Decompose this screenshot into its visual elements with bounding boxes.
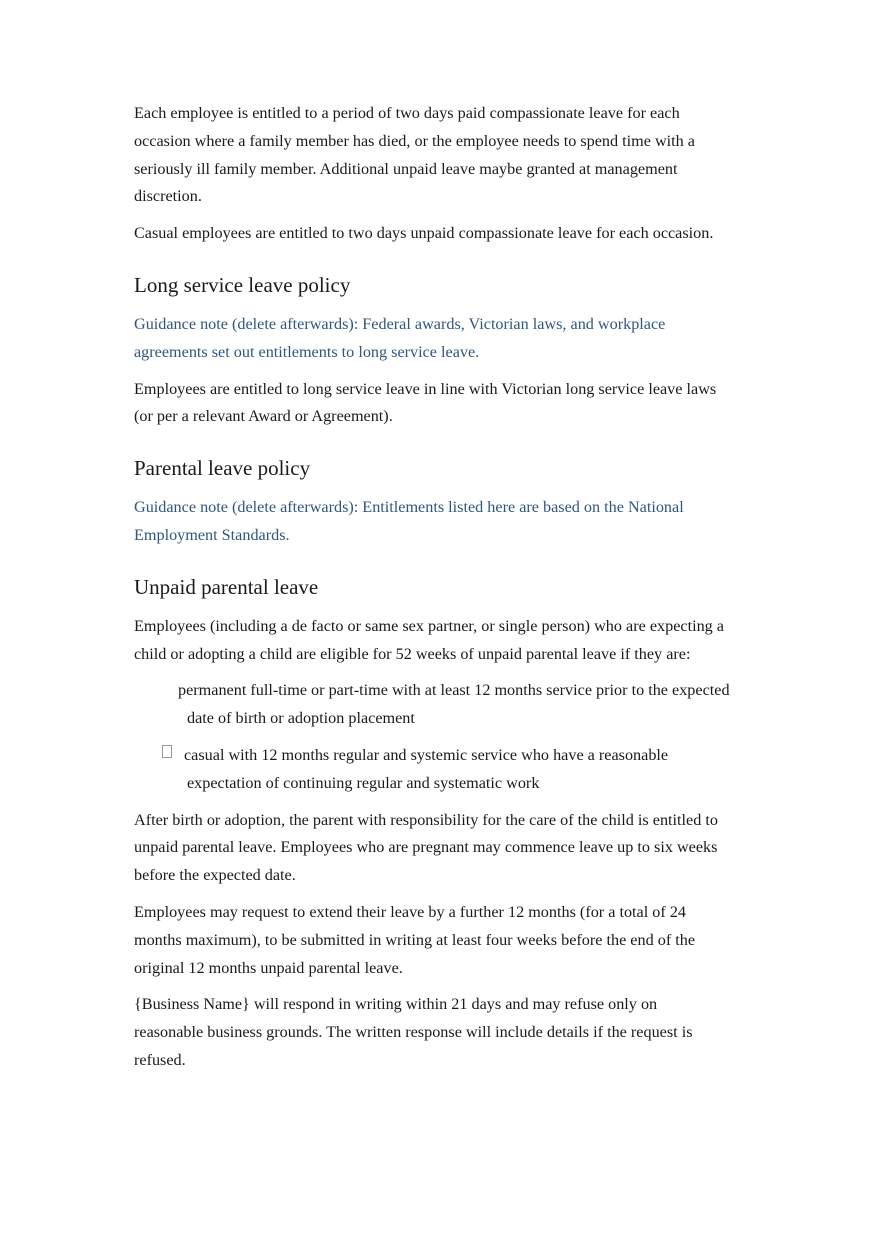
compassionate-leave-paragraph: Each employee is entitled to a period of two days paid compassionate leave for each occasion where a family member has died, or the employee needs to spend time with a seriously ill family member. Additional unpaid leave maybe granted at management discretion.: [134, 104, 695, 206]
long-service-heading: Long service leave policy: [134, 272, 351, 297]
long-service-paragraph: Employees are entitled to long service leave in line with Victorian long service leave laws (or per a relevant Award or Agreement).: [134, 379, 717, 426]
extension-request-paragraph: Employees may request to extend their leave by a further 12 months (for a total of 24 months maximum), to be submitted in writing at least four weeks before the end of the original 12 months unpaid parental leave.: [134, 902, 696, 977]
business-response-paragraph: {Business Name} will respond in writing within 21 days and may refuse only on reasonable business grounds. The written response will include details if the request is refused.: [134, 995, 693, 1069]
eligibility-bullet-1: permanent full-time or part-time with at least 12 months service prior to the expected date of birth or adoption placement: [178, 681, 730, 728]
parental-guidance-note: Guidance note (delete afterwards): Entitlements listed here are based on the National Employment Standards.: [134, 498, 684, 544]
parental-leave-heading: Parental leave policy: [134, 456, 311, 481]
long-service-guidance-note: Guidance note (delete afterwards): Federal awards, Victorian laws, and workplace agreements set out entitlements to long service leave.: [134, 314, 666, 361]
missing-glyph-bullet-icon: [162, 745, 172, 758]
after-birth-paragraph: After birth or adoption, the parent with responsibility for the care of the child is entitled to unpaid parental leave. Employees who are pregnant may commence leave up to six weeks before the expected date.: [134, 810, 718, 885]
casual-compassionate-paragraph: Casual employees are entitled to two days unpaid compassionate leave for each occasion.: [134, 224, 714, 243]
list-item: [134, 677, 730, 733]
document-page: [134, 100, 730, 1084]
list-item: [134, 742, 730, 798]
eligibility-bullet-2: casual with 12 months regular and systemic service who have a reasonable expectation of continuing regular and systematic work: [184, 745, 669, 792]
unpaid-parental-heading: Unpaid parental leave: [134, 574, 319, 599]
unpaid-parental-intro: Employees (including a de facto or same sex partner, or single person) who are expecting a child or adopting a child are eligible for 52 weeks of unpaid parental leave if they are:: [134, 616, 724, 663]
